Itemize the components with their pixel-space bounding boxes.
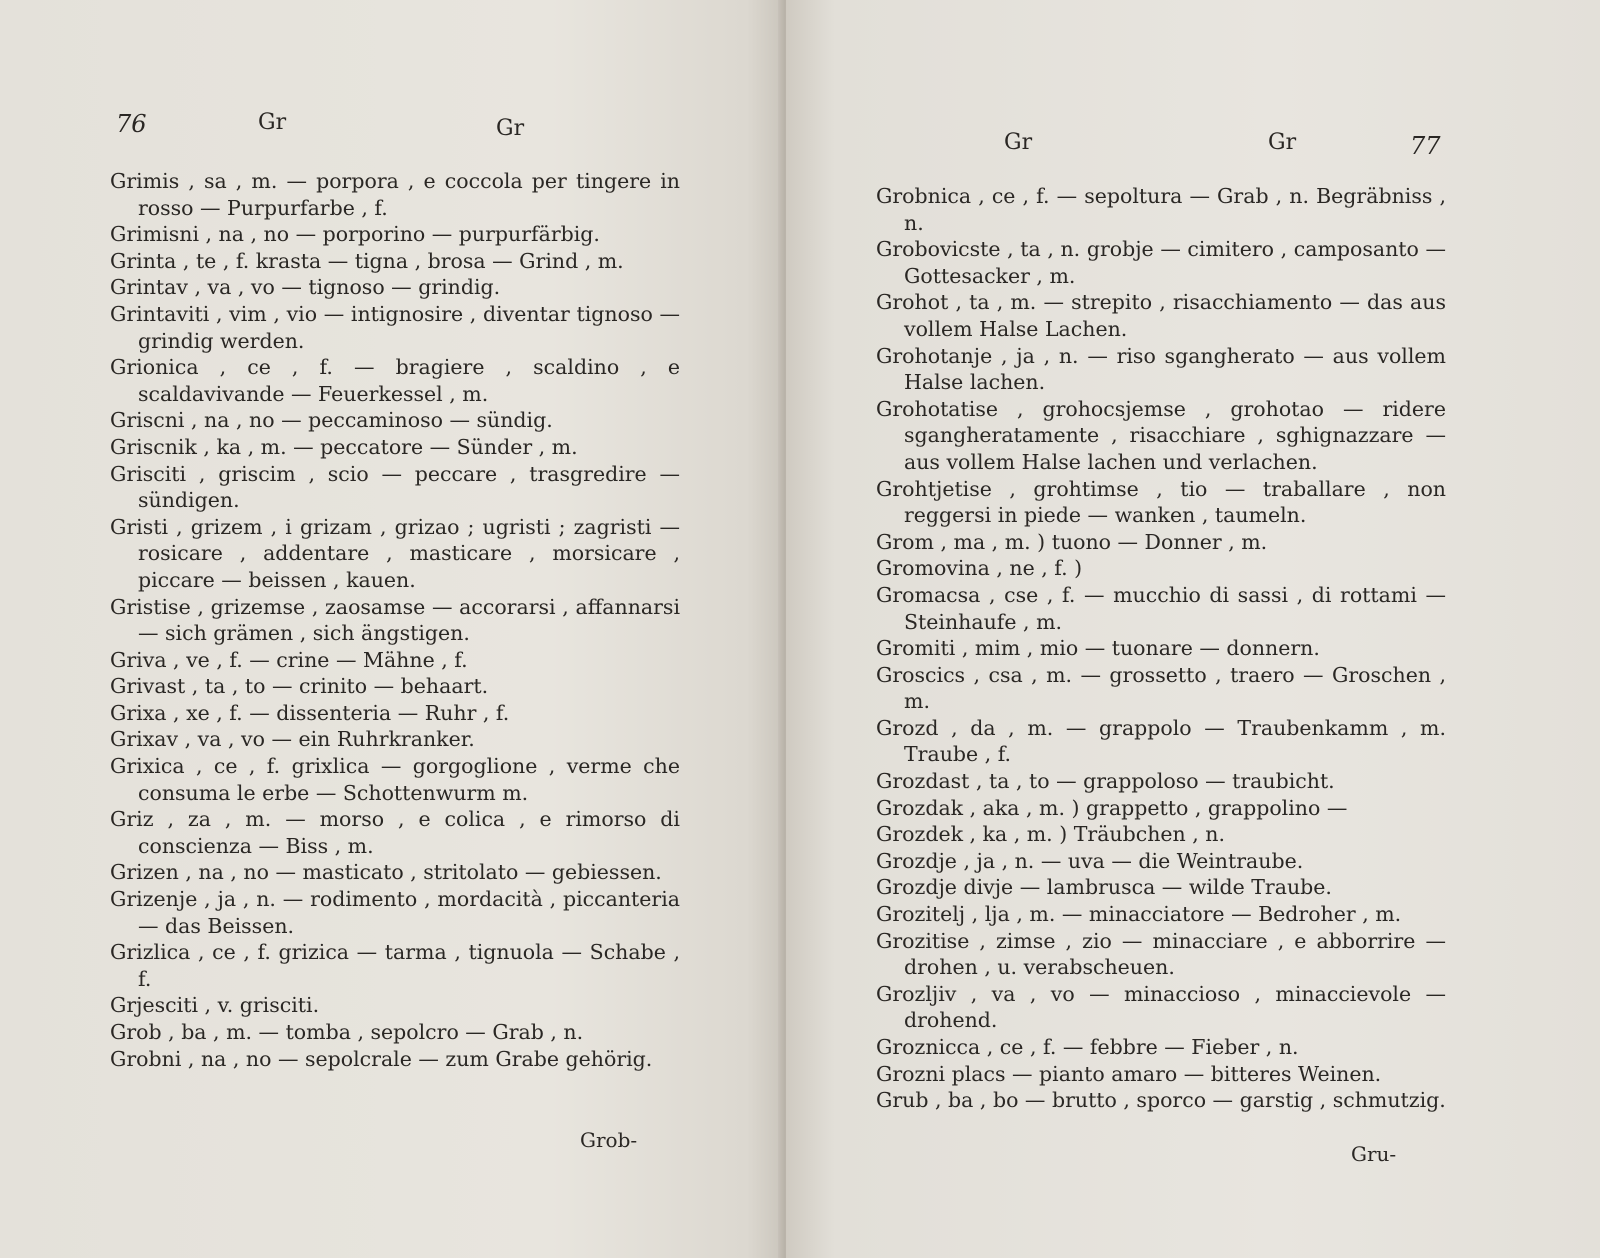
dictionary-entry: Grozdast , ta , to — grappoloso — traubicht. <box>876 769 1335 794</box>
right-page <box>786 0 1600 1258</box>
dictionary-entry: Grimis , sa , m. — porpora , e coccola per tingere in rosso — Purpurfarbe , f. <box>110 169 680 220</box>
dictionary-entry: Griscnik , ka , m. — peccatore — Sünder , m. <box>110 434 578 459</box>
dictionary-entry: Groscics , csa , m. — grossetto , traero — Groschen , m. <box>876 662 1446 714</box>
dictionary-entry: Gristi , grizem , i grizam , grizao ; ugristi ; zagristi — rosicare , addentare , masticare , morsicare , piccare — beissen , kauen. <box>110 514 680 592</box>
dictionary-entry: Griscni , na , no — peccaminoso — sündig. <box>110 408 553 433</box>
dictionary-entry: Grozdak , aka , m. ) grappetto , grappolino — <box>876 795 1348 820</box>
left-entry-list <box>110 168 680 1072</box>
dictionary-entry: Grom , ma , m. ) tuono — Donner , m. <box>876 529 1268 554</box>
right-running-header-1: Gr <box>1004 130 1033 155</box>
dictionary-entry: Grimisni , na , no — porporino — purpurfärbig. <box>110 222 600 247</box>
dictionary-entry: Gristise , grizemse , zaosamse — accorarsi , affannarsi — sich grämen , sich ängstigen. <box>110 594 680 646</box>
right-page-number: 77 <box>1410 132 1441 160</box>
left-running-header-2: Gr <box>496 116 525 141</box>
dictionary-entry: Grozdek , ka , m. ) Träubchen , n. <box>876 822 1226 847</box>
left-page <box>0 0 786 1258</box>
dictionary-entry: Grobni , na , no — sepolcrale — zum Grabe gehörig. <box>110 1046 653 1071</box>
dictionary-entry: Griz , za , m. — morso , e colica , e rimorso di conscienza — Biss , m. <box>110 807 680 858</box>
dictionary-entry: Grohotatise , grohocsjemse , grohotao — ridere sgangheratamente , risacchiare , sghignazzare — aus vollem Halse lachen und verlachen. <box>876 396 1446 474</box>
right-running-header-2: Gr <box>1268 130 1297 155</box>
dictionary-entry: Grintav , va , vo — tignoso — grindig. <box>110 275 501 300</box>
dictionary-entry: Grixica , ce , f. grixlica — gorgoglione , verme che consuma le erbe — Schottenwurm m. <box>110 754 680 805</box>
dictionary-entry: Grohotanje , ja , n. — riso sgangherato — aus vollem Halse lachen. <box>876 343 1446 395</box>
dictionary-entry: Gromovina , ne , f. ) <box>876 556 1083 581</box>
dictionary-entry: Gromiti , mim , mio — tuonare — donnern. <box>876 636 1320 661</box>
left-page-number: 76 <box>116 110 147 138</box>
dictionary-entry: Grizenje , ja , n. — rodimento , mordacità , piccanteria — das Beissen. <box>110 887 680 938</box>
left-catchword: Grob- <box>580 1128 638 1152</box>
dictionary-entry: Grozitise , zimse , zio — minacciare , e abborrire — drohen , u. verabscheuen. <box>876 928 1446 980</box>
dictionary-entry: Grozljiv , va , vo — minaccioso , minaccievole — drohend. <box>876 981 1446 1033</box>
dictionary-entry: Grozdje , ja , n. — uva — die Weintraube. <box>876 848 1304 873</box>
dictionary-entry: Grohot , ta , m. — strepito , risacchiamento — das aus vollem Halse Lachen. <box>876 290 1446 341</box>
dictionary-entry: Grizlica , ce , f. grizica — tarma , tignuola — Schabe , f. <box>110 940 680 991</box>
dictionary-entry: Grixa , xe , f. — dissenteria — Ruhr , f. <box>110 700 510 725</box>
dictionary-entry: Grozdje divje — lambrusca — wilde Traube. <box>876 875 1332 900</box>
right-entry-list <box>876 183 1446 1114</box>
dictionary-entry: Grobovicste , ta , n. grobje — cimitero , camposanto — Gottesacker , m. <box>876 237 1446 288</box>
dictionary-entry: Grozni placs — pianto amaro — bitteres Weinen. <box>876 1061 1382 1086</box>
dictionary-entry: Grobnica , ce , f. — sepoltura — Grab , n. Begräbniss , n. <box>876 184 1446 235</box>
right-catchword: Gru- <box>1351 1142 1397 1166</box>
dictionary-entry: Grionica , ce , f. — bragiere , scaldino , e scaldavivande — Feuerkessel , m. <box>110 355 680 406</box>
dictionary-entry: Griva , ve , f. — crine — Mähne , f. <box>110 647 468 672</box>
dictionary-entry: Grozitelj , lja , m. — minacciatore — Bedroher , m. <box>876 902 1402 927</box>
dictionary-entry: Gromacsa , cse , f. — mucchio di sassi , di rottami — Steinhaufe , m. <box>876 582 1446 634</box>
dictionary-entry: Grinta , te , f. krasta — tigna , brosa — Grind , m. <box>110 248 624 273</box>
dictionary-entry: Grjesciti , v. grisciti. <box>110 993 320 1018</box>
dictionary-entry: Grivast , ta , to — crinito — behaart. <box>110 674 489 699</box>
left-running-header-1: Gr <box>258 110 287 135</box>
dictionary-entry: Grozd , da , m. — grappolo — Traubenkamm , m. Traube , f. <box>876 715 1446 767</box>
dictionary-entry: Grub , ba , bo — brutto , sporco — garstig , schmutzig. <box>876 1088 1446 1113</box>
dictionary-entry: Grintaviti , vim , vio — intignosire , diventar tignoso — grindig werden. <box>110 301 680 353</box>
dictionary-entry: Grixav , va , vo — ein Ruhrkranker. <box>110 727 475 752</box>
dictionary-entry: Grizen , na , no — masticato , stritolato — gebiessen. <box>110 860 662 885</box>
dictionary-entry: Groznicca , ce , f. — febbre — Fieber , n. <box>876 1035 1299 1059</box>
dictionary-entry: Grohtjetise , grohtimse , tio — traballare , non reggersi in piede — wanken , taumeln. <box>876 476 1446 528</box>
dictionary-entry: Grisciti , griscim , scio — peccare , trasgredire — sündigen. <box>110 461 680 513</box>
dictionary-entry: Grob , ba , m. — tomba , sepolcro — Grab , n. <box>110 1020 584 1044</box>
